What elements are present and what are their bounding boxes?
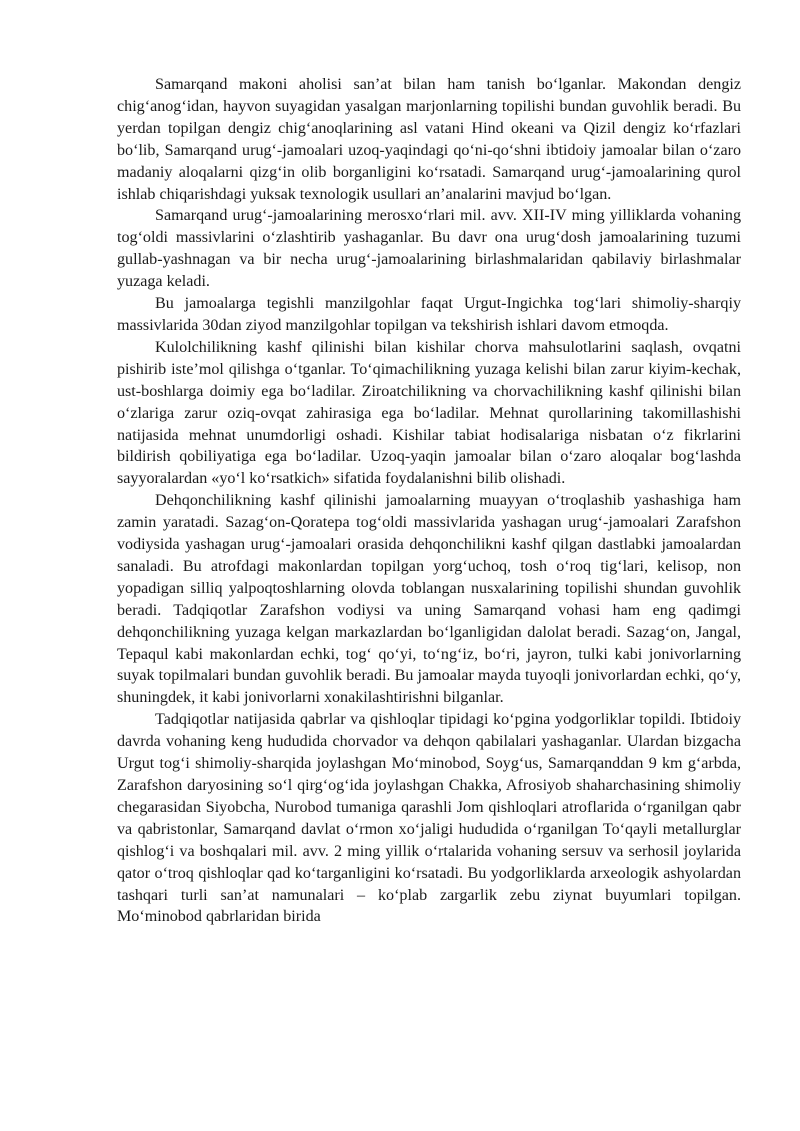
- paragraph-3: Bu jamoalarga tegishli manzilgohlar faqat Urgut-Ingichka tog‘lari shimoliy-sharqiy massivlarida 30dan ziyod manzilgohlar topilgan va tekshirish ishlari davom etmoqda.: [117, 295, 741, 334]
- paragraph-5: Dehqonchilikning kashf qilinishi jamoalarning muayyan o‘troqlashib yashashiga ham zamin yaratadi. Sazag‘on-Qoratepa tog‘oldi massivlarida yashagan urug‘-jamoalari Zarafshon vodiysida yashagan urug‘-jamoalari orasida dehqonchilikni kashf qilgan dastlabki jamoalardan sanaladi. Bu atrofdagi makonlardan topilgan yorg‘uchoq, tosh o‘roq tig‘lari, kelisop, non yopadigan silliq yalpoqtoshlarning olovda toblangan nusxalarining topilishi shundan guvohlik beradi. Tadqiqotlar Zarafshon vodiysi va uning Samarqand vohasi ham eng qadimgi dehqonchilikning yuzaga kelgan markazlardan bo‘lganligidan dalolat beradi. Sazag‘on, Jangal, Tepaqul kabi makonlardan echki, tog‘ qo‘yi, to‘ng‘iz, bo‘ri, jayron, tulki kabi jonivorlarning suyak topilmalari bundan guvohlik beradi. Bu jamoalar mayda tuyoqli jonivorlardan echki, qo‘y, shuningdek, it kabi jonivorlarni xonakilashtirishni bilganlar.: [117, 492, 741, 707]
- paragraph-1: Samarqand makoni aholisi san’at bilan ham tanish bo‘lganlar. Makondan dengiz chig‘anog‘idan, hayvon suyagidan yasalgan marjonlarning topilishi bundan guvohlik beradi. Bu yerdan topilgan dengiz chig‘anoqlarining asl vatani Hind okeani va Qizil dengiz ko‘rfazlari bo‘lib, Samarqand urug‘-jamoalari uzoq-yaqindagi qo‘ni-qo‘shni ibtidoiy jamoalar bilan o‘zaro madaniy aloqalarni qizg‘in olib borganligini ko‘rsatadi. Samarqand urug‘-jamoalarining qurol ishlab chiqarishdagi yuksak texnologik usullari an’analarini mavjud bo‘lgan.: [117, 76, 741, 203]
- paragraph-4: Kulolchilikning kashf qilinishi bilan kishilar chorva mahsulotlarini saqlash, ovqatni pishirib iste’mol qilishga o‘tganlar. To‘qimachilikning yuzaga kelishi bilan zarur kiyim-kechak, ust-boshlarga doimiy ega bo‘ladilar. Ziroatchilikning va chorvachilikning kashf qilinishi bilan o‘zlariga zarur oziq-ovqat zahirasiga ega bo‘ladilar. Mehnat qurollarining takomillashishi natijasida mehnat unumdorligi oshadi. Kishilar tabiat hodisalariga nisbatan o‘z fikrlarini bildirish qobiliyatiga ega bo‘ladilar. Uzoq-yaqin jamoalar bilan o‘zaro aloqalar bog‘lashda sayyoralardan «yo‘l ko‘rsatkich» sifatida foydalanishni bilib olishadi.: [117, 338, 741, 488]
- document-body: [117, 74, 741, 928]
- paragraph-6: Tadqiqotlar natijasida qabrlar va qishloqlar tipidagi ko‘pgina yodgorliklar topildi. Ibtidoiy davrda vohaning keng hududida chorvador va dehqon qabilalari yashaganlar. Ulardan bizgacha Urgut tog‘i shimoliy-sharqida joylashgan Mo‘minobod, Soyg‘us, Samarqanddan 9 km g‘arbda, Zarafshon daryosining so‘l qirg‘og‘ida joylashgan Chakka, Afrosiyob shaharchasining shimoliy chegarasidan Siyobcha, Nurobod tumaniga qarashli Jom qishloqlari atroflarida o‘rganilgan qabr va qabristonlar, Samarqand davlat o‘rmon xo‘jaligi hududida o‘rganilgan To‘qayli metallurglar qishlog‘i va boshqalari mil. avv. 2 ming yillik o‘rtalarida vohaning sersuv va serhosil joylarida qator o‘troq qishloqlar qad ko‘targanligini ko‘rsatadi. Bu yodgorliklarda arxeologik ashyolardan tashqari turli san’at namunalari – ko‘plab zargarlik zebu ziynat buyumlari topilgan. Mo‘minobod qabrlaridan birida: [117, 711, 741, 926]
- paragraph-2: Samarqand urug‘-jamoalarining merosxo‘rlari mil. avv. XII-IV ming yilliklarda vohaning tog‘oldi massivlarini o‘zlashtirib yashaganlar. Bu davr ona urug‘dosh jamoalarining tuzumi gullab-yashnagan va bir necha urug‘-jamoalarining birlashmalaridan qabilaviy birlashmalar yuzaga keladi.: [117, 207, 741, 291]
